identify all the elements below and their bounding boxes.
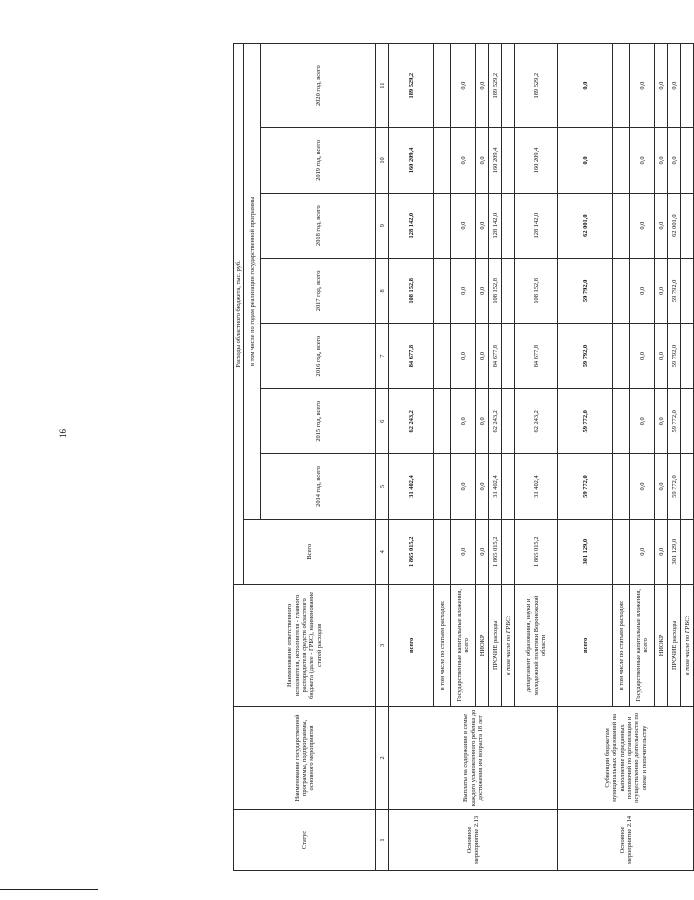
- row-label: в том числе по статьям расходов:: [613, 584, 630, 706]
- header-program-name: Наименование государственной программы, подпрограммы, основного мероприятия: [234, 706, 376, 809]
- row-value: [502, 454, 515, 519]
- row-label: всего: [389, 584, 434, 706]
- table-row: [389, 44, 434, 871]
- row-value: 128 142,0: [515, 193, 558, 258]
- row-value: 160 209,4: [489, 128, 502, 193]
- row-value: 0,0: [476, 258, 489, 323]
- column-number-6: 6: [376, 389, 389, 454]
- row-value: 59 772,0: [668, 454, 681, 519]
- row-value: [613, 389, 630, 454]
- row-value: [681, 389, 694, 454]
- row-value: 1 865 015,2: [489, 519, 502, 584]
- row-value: 31 402,4: [389, 454, 434, 519]
- row-value: 128 142,0: [389, 193, 434, 258]
- row-value: [502, 128, 515, 193]
- row-value: 0,0: [655, 323, 668, 388]
- column-number-10: 10: [376, 128, 389, 193]
- row-value: 108 152,8: [489, 258, 502, 323]
- row-value: 0,0: [451, 389, 476, 454]
- row-value: 0,0: [655, 44, 668, 128]
- column-number-7: 7: [376, 323, 389, 388]
- row-value: 0,0: [451, 323, 476, 388]
- table-row: [558, 44, 613, 871]
- row-value: 84 677,8: [515, 323, 558, 388]
- row-value: [502, 193, 515, 258]
- row-value: 189 529,2: [389, 44, 434, 128]
- header-year-3: 2016 год, всего: [261, 323, 376, 388]
- row-label: Государственные капитальные вложения, всего: [451, 584, 476, 706]
- section-name: Выплаты на содержание в семье каждого усыновленного ребенка до достижения им возраста 18 лет: [389, 706, 558, 809]
- row-value: 0,0: [630, 128, 655, 193]
- row-value: 0,0: [630, 44, 655, 128]
- section-status: Основное мероприятие 2.14: [558, 809, 694, 870]
- row-label: в том числе по статьям расходов:: [434, 584, 451, 706]
- row-value: 0,0: [558, 44, 613, 128]
- column-number-11: 11: [376, 44, 389, 128]
- row-value: [681, 323, 694, 388]
- row-value: 301 129,0: [558, 519, 613, 584]
- column-number-8: 8: [376, 258, 389, 323]
- row-value: [681, 454, 694, 519]
- row-value: [434, 389, 451, 454]
- row-value: 0,0: [668, 44, 681, 128]
- row-value: 62 001,0: [668, 193, 681, 258]
- row-value: 160 209,4: [389, 128, 434, 193]
- footer-rule: [0, 889, 98, 890]
- row-value: [434, 44, 451, 128]
- row-value: [613, 519, 630, 584]
- row-value: 0,0: [476, 519, 489, 584]
- row-value: [613, 44, 630, 128]
- row-value: 62 243,2: [489, 389, 502, 454]
- row-value: [681, 128, 694, 193]
- row-value: 0,0: [630, 389, 655, 454]
- row-value: 31 402,4: [515, 454, 558, 519]
- row-value: [613, 193, 630, 258]
- row-value: 189 529,2: [489, 44, 502, 128]
- row-value: 0,0: [630, 323, 655, 388]
- row-value: 0,0: [476, 323, 489, 388]
- row-label: НИОКР: [476, 584, 489, 706]
- row-value: 0,0: [655, 193, 668, 258]
- row-value: 0,0: [655, 128, 668, 193]
- row-value: [434, 323, 451, 388]
- row-value: 0,0: [476, 454, 489, 519]
- column-number-5: 5: [376, 454, 389, 519]
- row-value: 59 792,0: [558, 258, 613, 323]
- header-row-1: [234, 44, 244, 871]
- row-value: 0,0: [451, 454, 476, 519]
- row-label: НИОКР: [655, 584, 668, 706]
- row-value: 0,0: [630, 258, 655, 323]
- row-value: 0,0: [476, 193, 489, 258]
- column-number-9: 9: [376, 193, 389, 258]
- row-value: 0,0: [476, 389, 489, 454]
- row-value: 160 209,4: [515, 128, 558, 193]
- section-name: Субвенции бюджетам муниципальных образований на выполнение переданных полномочий по организации и осуществлению деятельности по опеке и попечительству: [558, 706, 694, 809]
- row-label: ПРОЧИЕ расходы: [489, 584, 502, 706]
- header-year-4: 2017 год, всего: [261, 258, 376, 323]
- row-value: [502, 323, 515, 388]
- row-value: 59 792,0: [668, 258, 681, 323]
- row-value: [613, 454, 630, 519]
- column-number-3: 3: [376, 584, 389, 706]
- row-value: 62 001,0: [558, 193, 613, 258]
- row-value: 31 402,4: [489, 454, 502, 519]
- row-value: 0,0: [668, 128, 681, 193]
- row-value: 62 243,2: [515, 389, 558, 454]
- column-numbers-row: [376, 44, 389, 871]
- row-value: 0,0: [655, 389, 668, 454]
- row-value: 62 243,2: [389, 389, 434, 454]
- row-value: [434, 128, 451, 193]
- row-value: 59 772,0: [668, 389, 681, 454]
- row-value: 59 792,0: [668, 323, 681, 388]
- row-value: 189 529,2: [515, 44, 558, 128]
- row-value: 84 677,8: [489, 323, 502, 388]
- row-value: 0,0: [655, 519, 668, 584]
- row-value: [613, 323, 630, 388]
- row-value: 0,0: [451, 128, 476, 193]
- row-label: в том числе по ГРБС:: [681, 584, 694, 706]
- row-value: 0,0: [630, 519, 655, 584]
- row-value: 0,0: [476, 44, 489, 128]
- row-value: 108 152,8: [515, 258, 558, 323]
- row-value: 108 152,8: [389, 258, 434, 323]
- column-number-1: 1: [376, 809, 389, 870]
- row-label: департамент образования, науки и молодежной политики Воронежской области: [515, 584, 558, 706]
- row-value: 0,0: [451, 44, 476, 128]
- header-year-2: 2015 год, всего: [261, 389, 376, 454]
- header-year-6: 2019 год, всего: [261, 128, 376, 193]
- row-value: [502, 519, 515, 584]
- row-value: 128 142,0: [489, 193, 502, 258]
- section-status: Основное мероприятие 2.13: [389, 809, 558, 870]
- column-number-4: 4: [376, 519, 389, 584]
- row-value: 0,0: [451, 519, 476, 584]
- row-label: всего: [558, 584, 613, 706]
- row-value: 0,0: [655, 454, 668, 519]
- row-value: 59 772,0: [558, 454, 613, 519]
- row-value: [681, 258, 694, 323]
- header-by-years: в том числе по годам реализации государственной программы: [244, 44, 261, 520]
- row-value: 84 677,8: [389, 323, 434, 388]
- row-value: [502, 389, 515, 454]
- row-value: 1 865 015,2: [389, 519, 434, 584]
- row-value: 0,0: [476, 128, 489, 193]
- row-label: в том числе по ГРБС:: [502, 584, 515, 706]
- row-value: 59 772,0: [558, 389, 613, 454]
- row-label: ПРОЧИЕ расходы: [668, 584, 681, 706]
- rotated-table-container: [233, 43, 691, 871]
- page-number: 16: [58, 429, 68, 438]
- row-value: 0,0: [630, 454, 655, 519]
- column-number-2: 2: [376, 706, 389, 809]
- header-executor: Наименование ответственного исполнителя, исполнителя - главного распорядителя средств областного бюджета (далее - ГРБС), наименование статей расходов: [234, 584, 376, 706]
- row-value: [681, 193, 694, 258]
- header-year-1: 2014 год, всего: [261, 454, 376, 519]
- row-value: [502, 258, 515, 323]
- row-value: [434, 258, 451, 323]
- row-value: [434, 454, 451, 519]
- header-total: Всего: [244, 519, 376, 584]
- row-value: [502, 44, 515, 128]
- row-value: 0,0: [630, 193, 655, 258]
- row-value: 0,0: [655, 258, 668, 323]
- row-value: [681, 44, 694, 128]
- row-value: [434, 193, 451, 258]
- row-value: 0,0: [451, 193, 476, 258]
- header-status: Статус: [234, 809, 376, 870]
- header-year-5: 2018 год, всего: [261, 193, 376, 258]
- budget-table: [233, 43, 694, 871]
- row-label: Государственные капитальные вложения, всего: [630, 584, 655, 706]
- row-value: [613, 258, 630, 323]
- header-year-7: 2020 год, всего: [261, 44, 376, 128]
- row-value: [681, 519, 694, 584]
- row-value: 1 865 015,2: [515, 519, 558, 584]
- row-value: 59 792,0: [558, 323, 613, 388]
- row-value: [434, 519, 451, 584]
- row-value: 0,0: [451, 258, 476, 323]
- row-value: 301 129,0: [668, 519, 681, 584]
- header-expenses-group: Расходы областного бюджета, тыс. руб.: [234, 44, 244, 585]
- row-value: 0,0: [558, 128, 613, 193]
- table-body: [234, 44, 694, 871]
- row-value: [613, 128, 630, 193]
